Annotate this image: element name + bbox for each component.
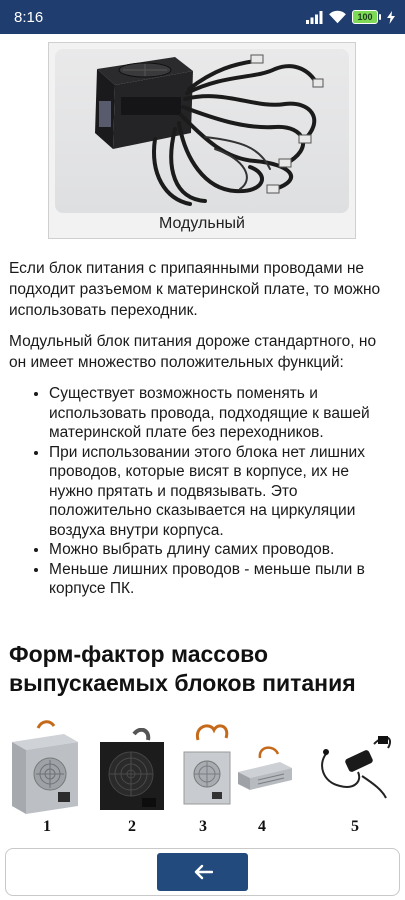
list-item: • Существует возможность поменять и использовать провода, подходящие к вашей материнской плате без переходников. <box>49 384 395 443</box>
form-factor-label-2: 2 <box>128 818 136 835</box>
form-factor-label-4: 4 <box>258 818 266 835</box>
psu-sfx-image <box>180 722 236 816</box>
signal-icon <box>306 11 323 24</box>
modular-psu-figure <box>48 42 356 239</box>
arrow-left-icon <box>193 864 213 880</box>
status-icons <box>306 10 395 24</box>
psu-flat-image <box>234 744 294 804</box>
form-factor-label-3: 3 <box>199 818 207 835</box>
psu-atx-image <box>8 720 80 815</box>
status-bar <box>0 0 405 34</box>
paragraph-modular-cost: Модульный блок питания дороже стандартного, но он имеет множество положительных функций: <box>9 333 377 371</box>
section-heading: Форм-фактор массово выпускаемых блоков питания <box>9 641 356 696</box>
form-factor-label-5: 5 <box>351 818 359 835</box>
wifi-icon <box>329 10 346 24</box>
benefits-list <box>20 384 395 599</box>
form-factors-image <box>0 710 405 840</box>
modular-psu-image <box>55 49 349 213</box>
battery-icon <box>352 10 381 24</box>
psu-adapter-image <box>316 724 396 804</box>
back-button[interactable] <box>157 853 248 891</box>
psu-black-image <box>98 728 166 816</box>
list-item: • Можно выбрать длину самих проводов. <box>49 540 395 560</box>
form-factor-label-1: 1 <box>43 818 51 835</box>
charging-icon <box>387 11 395 24</box>
list-item: • Меньше лишних проводов - меньше пыли в корпусе ПК. <box>49 560 395 599</box>
figure-caption: Модульный <box>159 215 245 232</box>
paragraph-adapter: Если блок питания с припаянными проводами не подходит разъемом к материнской плате, то можно использовать переходник. <box>9 260 381 319</box>
battery-level: 100 <box>352 10 378 24</box>
bottom-nav-bar <box>5 848 400 896</box>
status-time: 8:16 <box>14 8 44 26</box>
article-content[interactable] <box>0 34 405 842</box>
list-item: • При использовании этого блока нет лишних проводов, которые висят в корпусе, их не нужно прятать и подвязывать. Это положительно сказывается на циркуляции воздуха внутри корпуса. <box>49 443 395 541</box>
